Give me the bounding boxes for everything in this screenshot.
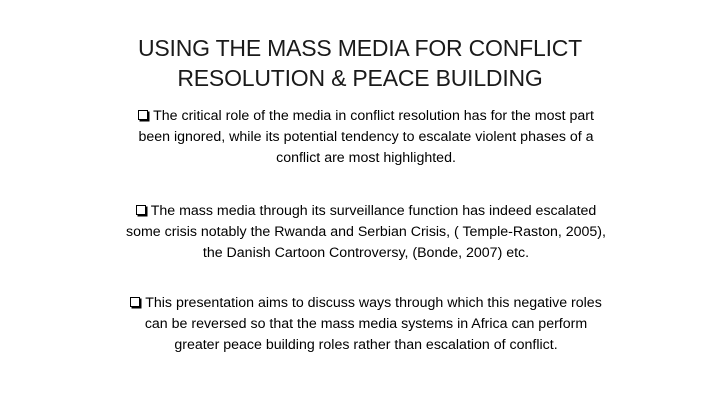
checkbox-square-icon	[130, 297, 140, 307]
bullet-1-line-2: been ignored, while its potential tendency to escalate violent phases of a	[138, 129, 594, 145]
bullet-2-line-3: the Danish Cartoon Controversy, (Bonde, 2007) etc.	[202, 245, 530, 261]
slide-title	[60, 33, 660, 93]
bullet-1-line-1	[78, 106, 654, 127]
bullet-1-line-1-text: The critical role of the media in conflict resolution has for the most part	[153, 108, 594, 124]
bullet-3-line-3: greater peace building roles rather than escalation of conflict.	[174, 337, 558, 353]
checkbox-square-icon	[138, 110, 148, 120]
bullet-item-2	[78, 201, 654, 264]
bullet-item-1	[78, 106, 654, 169]
bullet-1-line-3: conflict are most highlighted.	[276, 150, 456, 166]
bullet-3-line-1-text: This presentation aims to discuss ways through which this negative roles	[145, 295, 602, 311]
title-line-1: USING THE MASS MEDIA FOR CONFLICT	[137, 35, 583, 61]
bullet-item-3	[78, 293, 654, 356]
bullet-2-line-1-text: The mass media through its surveillance function has indeed escalated	[150, 203, 597, 219]
checkbox-square-icon	[136, 205, 146, 215]
bullet-3-line-2: can be reversed so that the mass media systems in Africa can perform	[144, 316, 588, 332]
bullet-3-line-1	[78, 293, 654, 314]
title-line-2: RESOLUTION & PEACE BUILDING	[177, 65, 543, 91]
bullet-2-line-2: some crisis notably the Rwanda and Serbian Crisis, ( Temple-Raston, 2005),	[126, 224, 606, 240]
bullet-2-line-1	[78, 201, 654, 222]
